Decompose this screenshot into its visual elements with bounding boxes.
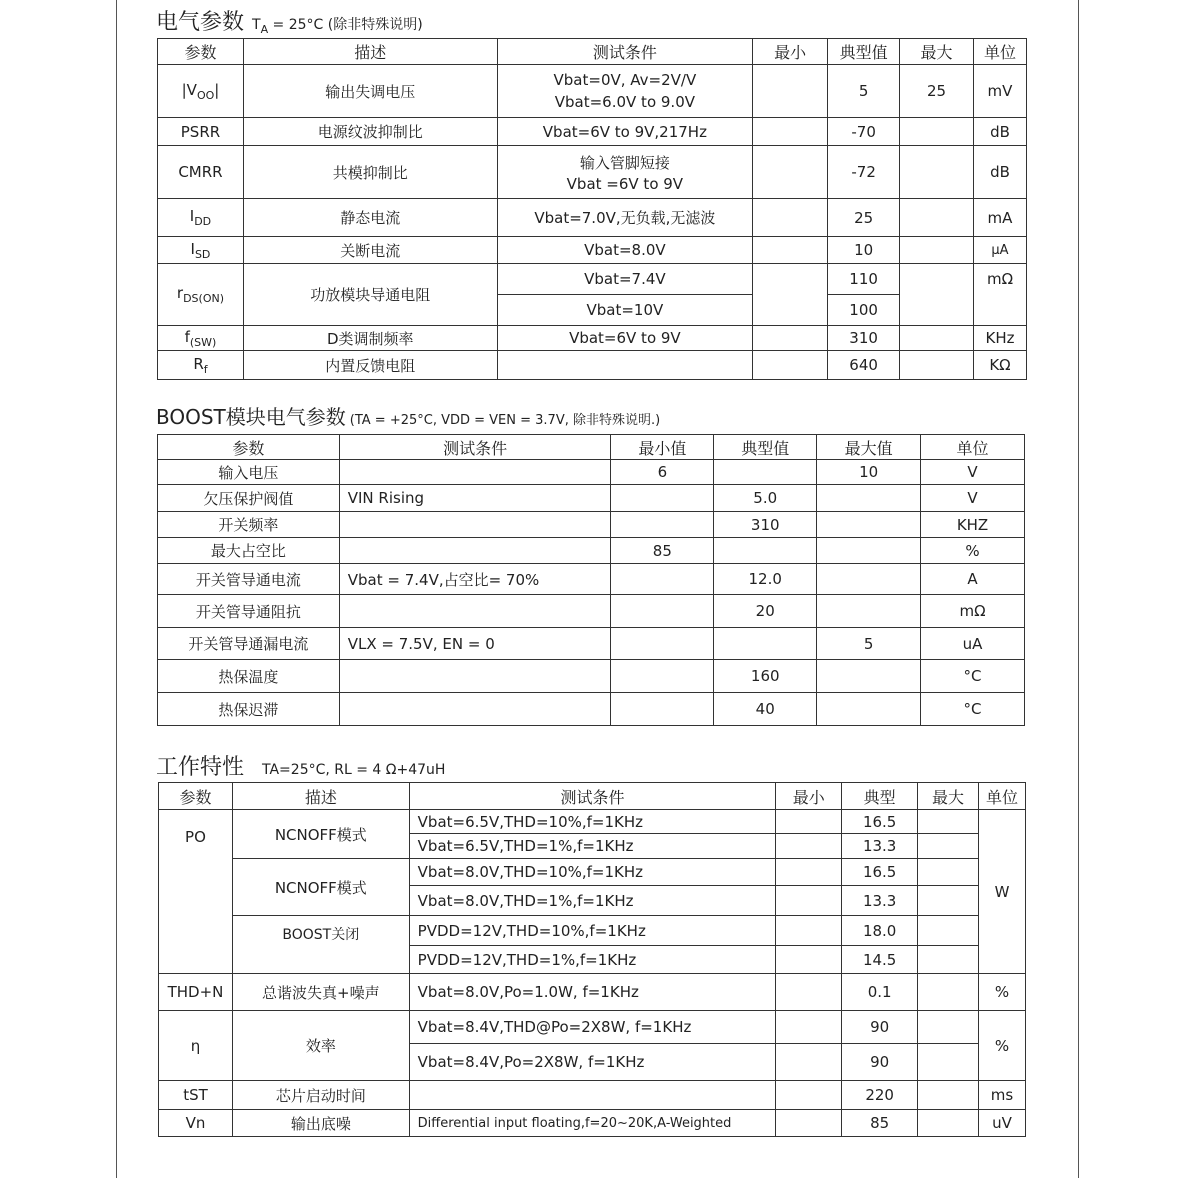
typ-cell: -70 <box>828 118 900 146</box>
typ-cell: 85 <box>842 1110 918 1137</box>
unit-cell: V <box>921 460 1025 485</box>
electrical-params-table <box>157 38 1027 380</box>
cond-cell <box>339 595 611 628</box>
unit-cell: % <box>979 1011 1026 1081</box>
operating-characteristics-table <box>158 782 1026 1137</box>
min-cell <box>753 199 828 237</box>
max-cell <box>900 199 974 237</box>
section2-title <box>156 401 660 430</box>
min-cell <box>776 834 842 859</box>
section3-title <box>156 750 445 781</box>
cond-cell <box>339 660 611 693</box>
param-cell: PO <box>159 810 233 974</box>
table-row <box>158 512 1025 538</box>
param-cell: Vn <box>159 1110 233 1137</box>
min-cell <box>753 146 828 199</box>
param-cell: $I_{SD}$ <box>158 237 244 264</box>
param-cell: 欠压保护阀值 <box>158 485 340 512</box>
typ-cell: 5 <box>828 65 900 118</box>
unit-cell: uA <box>921 628 1025 660</box>
min-cell <box>611 564 714 595</box>
cond-cell: Vbat=8.0V,THD=1%,f=1KHz <box>409 886 776 916</box>
param-cell: $r_{DS(ON)}$ <box>158 264 244 326</box>
typ-cell: 13.3 <box>842 834 918 859</box>
desc-cell: NCNOFF模式 <box>232 810 409 859</box>
param-cell: tST <box>159 1081 233 1110</box>
section3-condition: TA=25°C, RL = 4 Ω+47uH <box>262 762 446 778</box>
min-cell <box>611 595 714 628</box>
min-cell <box>753 351 828 380</box>
min-cell: 85 <box>611 538 714 564</box>
min-cell <box>776 859 842 886</box>
table-row <box>158 118 1027 146</box>
table-row <box>158 264 1027 295</box>
param-cell: 热保温度 <box>158 660 340 693</box>
typ-cell: 90 <box>842 1044 918 1081</box>
min-cell <box>753 65 828 118</box>
cond-cell: Vbat=10V <box>497 295 753 326</box>
min-cell <box>753 237 828 264</box>
cond-cell: VLX = 7.5V, EN = 0 <box>339 628 611 660</box>
max-cell: 10 <box>817 460 921 485</box>
typ-cell: 20 <box>714 595 817 628</box>
page-right-border <box>1078 0 1079 1178</box>
typ-cell: 640 <box>828 351 900 380</box>
header-cell: 最小 <box>776 783 842 810</box>
table-row <box>158 564 1025 595</box>
cond-cell: 输入管脚短接 Vbat =6V to 9V <box>497 146 753 199</box>
cond-cell: Vbat=6.5V,THD=10%,f=1KHz <box>409 810 776 834</box>
table-row <box>158 237 1027 264</box>
max-cell <box>817 512 921 538</box>
table-header-row <box>158 435 1025 460</box>
min-cell <box>776 1110 842 1137</box>
desc-cell: 输出失调电压 <box>243 65 497 118</box>
table-row <box>158 460 1025 485</box>
typ-cell <box>714 460 817 485</box>
cond-cell: Vbat=8.0V,THD=10%,f=1KHz <box>409 859 776 886</box>
header-cell: 参数 <box>159 783 233 810</box>
max-cell <box>900 264 974 326</box>
header-cell: 单位 <box>979 783 1026 810</box>
param-cell: $I_{DD}$ <box>158 199 244 237</box>
section2-condition: (TA = +25°C, VDD = VEN = 3.7V, 除非特殊说明.) <box>349 413 661 428</box>
cond-cell: Differential input floating,f=20~20K,A-Weighted <box>409 1110 776 1137</box>
header-cell: 测试条件 <box>409 783 776 810</box>
section1-heading: 电气参数 <box>156 10 245 35</box>
min-cell <box>753 118 828 146</box>
param-cell: 开关管导通阻抗 <box>158 595 340 628</box>
typ-cell <box>714 628 817 660</box>
typ-cell: 12.0 <box>714 564 817 595</box>
typ-cell: 310 <box>714 512 817 538</box>
unit-cell: mΩ <box>921 595 1025 628</box>
table-row <box>159 1081 1026 1110</box>
section2-heading: BOOST模块电气参数 <box>156 405 346 429</box>
min-cell <box>776 974 842 1011</box>
header-cell: 描述 <box>243 39 497 65</box>
typ-cell: 0.1 <box>842 974 918 1011</box>
desc-cell: 总谐波失真+噪声 <box>232 974 409 1011</box>
typ-cell <box>714 538 817 564</box>
max-cell <box>900 351 974 380</box>
min-cell <box>776 1081 842 1110</box>
cond-cell: Vbat = 7.4V,占空比= 70% <box>339 564 611 595</box>
typ-cell: 40 <box>714 693 817 726</box>
cond-cell: Vbat=8.0V,Po=1.0W, f=1KHz <box>409 974 776 1011</box>
min-cell <box>776 916 842 946</box>
typ-cell: 100 <box>828 295 900 326</box>
table-row <box>159 859 1026 886</box>
desc-cell: 关断电流 <box>243 237 497 264</box>
cond-cell: Vbat=0V, Av=2V/V Vbat=6.0V to 9.0V <box>497 65 753 118</box>
section1-title <box>156 5 423 36</box>
table-row <box>159 1011 1026 1044</box>
param-cell: 开关管导通漏电流 <box>158 628 340 660</box>
max-cell <box>918 946 979 974</box>
unit-cell: °C <box>921 693 1025 726</box>
header-cell: 最大值 <box>817 435 921 460</box>
max-cell <box>817 595 921 628</box>
param-cell: 热保迟滞 <box>158 693 340 726</box>
unit-cell: ms <box>979 1081 1026 1110</box>
table-row <box>158 595 1025 628</box>
table-row <box>159 1110 1026 1137</box>
typ-cell: 310 <box>828 326 900 351</box>
header-cell: 最小值 <box>611 435 714 460</box>
table-header-row <box>158 39 1027 65</box>
typ-cell: 220 <box>842 1081 918 1110</box>
header-cell: 参数 <box>158 39 244 65</box>
typ-cell: 10 <box>828 237 900 264</box>
table-row <box>158 693 1025 726</box>
typ-cell: 16.5 <box>842 859 918 886</box>
table-row <box>158 326 1027 351</box>
unit-cell: uV <box>979 1110 1026 1137</box>
cond-cell <box>497 351 753 380</box>
unit-cell: dB <box>973 146 1026 199</box>
param-cell: THD+N <box>159 974 233 1011</box>
max-cell <box>918 916 979 946</box>
typ-cell: 14.5 <box>842 946 918 974</box>
min-cell <box>611 628 714 660</box>
typ-cell: 25 <box>828 199 900 237</box>
unit-cell: KΩ <box>973 351 1026 380</box>
cond-cell <box>339 512 611 538</box>
cond-cell <box>339 538 611 564</box>
table-row <box>159 810 1026 834</box>
param-cell: PSRR <box>158 118 244 146</box>
unit-cell: % <box>921 538 1025 564</box>
max-cell <box>918 1110 979 1137</box>
table-row <box>158 485 1025 512</box>
max-cell <box>918 1011 979 1044</box>
cond-cell: Vbat=7.0V,无负载,无滤波 <box>497 199 753 237</box>
unit-cell: KHz <box>973 326 1026 351</box>
cond-cell: Vbat=6V to 9V <box>497 326 753 351</box>
cond-cell: Vbat=8.0V <box>497 237 753 264</box>
typ-cell: 90 <box>842 1011 918 1044</box>
min-cell <box>776 1044 842 1081</box>
min-cell <box>776 1011 842 1044</box>
boost-params-table <box>157 434 1025 726</box>
table-row <box>158 538 1025 564</box>
unit-cell: W <box>979 810 1026 974</box>
header-cell: 测试条件 <box>339 435 611 460</box>
typ-cell: 13.3 <box>842 886 918 916</box>
table-row <box>158 199 1027 237</box>
unit-cell: μA <box>973 237 1026 264</box>
table-row <box>158 65 1027 118</box>
typ-cell: 5.0 <box>714 485 817 512</box>
table-header-row <box>159 783 1026 810</box>
table-row <box>159 916 1026 946</box>
header-cell: 测试条件 <box>497 39 753 65</box>
desc-cell: 电源纹波抑制比 <box>243 118 497 146</box>
max-cell <box>900 237 974 264</box>
header-cell: 最大 <box>900 39 974 65</box>
unit-cell: % <box>979 974 1026 1011</box>
desc-cell: BOOST关闭 <box>232 916 409 974</box>
unit-cell: V <box>921 485 1025 512</box>
max-cell <box>918 810 979 834</box>
max-cell <box>918 1044 979 1081</box>
unit-cell: A <box>921 564 1025 595</box>
page-left-border <box>116 0 117 1178</box>
param-cell: $f_{(SW)}$ <box>158 326 244 351</box>
min-cell <box>611 693 714 726</box>
cond-cell <box>339 460 611 485</box>
max-cell <box>817 538 921 564</box>
cond-cell: VIN Rising <box>339 485 611 512</box>
cond-cell <box>339 693 611 726</box>
header-cell: 典型值 <box>828 39 900 65</box>
table-row <box>158 146 1027 199</box>
cond-cell: Vbat=8.4V,THD@Po=2X8W, f=1KHz <box>409 1011 776 1044</box>
param-cell: 输入电压 <box>158 460 340 485</box>
max-cell: 25 <box>900 65 974 118</box>
desc-cell: 输出底噪 <box>232 1110 409 1137</box>
max-cell <box>918 886 979 916</box>
typ-cell: 160 <box>714 660 817 693</box>
min-cell <box>611 660 714 693</box>
desc-cell: NCNOFF模式 <box>232 859 409 916</box>
param-cell: 开关管导通电流 <box>158 564 340 595</box>
min-cell <box>611 485 714 512</box>
section3-heading: 工作特性 <box>156 755 245 780</box>
unit-cell: mV <box>973 65 1026 118</box>
param-cell: 开关频率 <box>158 512 340 538</box>
header-cell: 典型值 <box>714 435 817 460</box>
cond-cell: Vbat=7.4V <box>497 264 753 295</box>
max-cell <box>900 118 974 146</box>
unit-cell: °C <box>921 660 1025 693</box>
max-cell <box>918 974 979 1011</box>
max-cell <box>918 1081 979 1110</box>
table-row <box>158 660 1025 693</box>
header-cell: 典型 <box>842 783 918 810</box>
unit-cell: mΩ <box>973 264 1026 326</box>
max-cell <box>817 693 921 726</box>
typ-cell: -72 <box>828 146 900 199</box>
param-cell: η <box>159 1011 233 1081</box>
cond-cell: Vbat=6.5V,THD=1%,f=1KHz <box>409 834 776 859</box>
header-cell: 描述 <box>232 783 409 810</box>
param-cell: $|V_{OO}|$ <box>158 65 244 118</box>
cond-cell: PVDD=12V,THD=1%,f=1KHz <box>409 946 776 974</box>
min-cell <box>776 946 842 974</box>
min-cell <box>611 512 714 538</box>
typ-cell: 18.0 <box>842 916 918 946</box>
desc-cell: 效率 <box>232 1011 409 1081</box>
max-cell <box>918 834 979 859</box>
header-cell: 参数 <box>158 435 340 460</box>
section1-condition: $T_A = 25^\circ C$ (除非特殊说明) <box>252 17 423 36</box>
table-row <box>158 351 1027 380</box>
param-cell: 最大占空比 <box>158 538 340 564</box>
desc-cell: 静态电流 <box>243 199 497 237</box>
header-cell: 单位 <box>921 435 1025 460</box>
max-cell: 5 <box>817 628 921 660</box>
max-cell <box>817 485 921 512</box>
desc-cell: 共模抑制比 <box>243 146 497 199</box>
typ-cell: 110 <box>828 264 900 295</box>
cond-cell <box>409 1081 776 1110</box>
min-cell <box>776 810 842 834</box>
desc-cell: 芯片启动时间 <box>232 1081 409 1110</box>
header-cell: 最小 <box>753 39 828 65</box>
max-cell <box>817 564 921 595</box>
max-cell <box>817 660 921 693</box>
header-cell: 最大 <box>918 783 979 810</box>
cond-cell: Vbat=6V to 9V,217Hz <box>497 118 753 146</box>
cond-cell: Vbat=8.4V,Po=2X8W, f=1KHz <box>409 1044 776 1081</box>
min-cell <box>753 326 828 351</box>
unit-cell: KHZ <box>921 512 1025 538</box>
param-cell: $R_f$ <box>158 351 244 380</box>
header-cell: 单位 <box>973 39 1026 65</box>
table-row <box>158 628 1025 660</box>
max-cell <box>900 326 974 351</box>
min-cell <box>776 886 842 916</box>
desc-cell: 功放模块导通电阻 <box>243 264 497 326</box>
param-cell: CMRR <box>158 146 244 199</box>
table-row <box>159 974 1026 1011</box>
desc-cell: 内置反馈电阻 <box>243 351 497 380</box>
max-cell <box>918 859 979 886</box>
typ-cell: 16.5 <box>842 810 918 834</box>
min-cell: 6 <box>611 460 714 485</box>
cond-cell: PVDD=12V,THD=10%,f=1KHz <box>409 916 776 946</box>
max-cell <box>900 146 974 199</box>
unit-cell: dB <box>973 118 1026 146</box>
desc-cell: D类调制频率 <box>243 326 497 351</box>
unit-cell: mA <box>973 199 1026 237</box>
min-cell <box>753 264 828 326</box>
